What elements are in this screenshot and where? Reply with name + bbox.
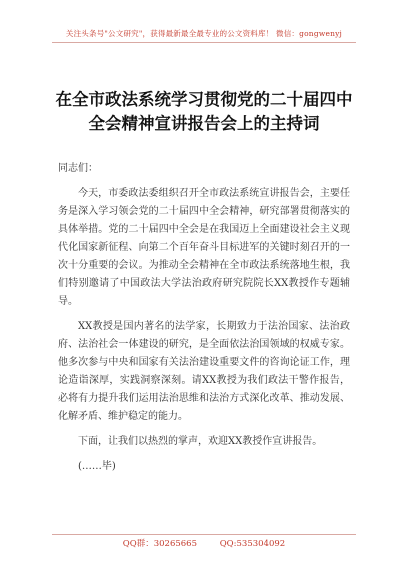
footer — [0, 537, 408, 549]
title-line-1: 在全市政法系统学习贯彻党的二十届四中 — [55, 90, 353, 109]
document-title — [40, 88, 368, 136]
ending-mark: (……毕) — [78, 461, 116, 472]
footer-divider — [52, 534, 356, 535]
qq-number: QQ:535304092 — [219, 539, 286, 549]
paragraph-3: 下面，让我们以热烈的掌声，欢迎XX教授作宣讲报告。 — [78, 436, 323, 447]
header-banner: 关注头条号"公文研究"，获得最新最全最专业的公文资料库！ 微信：gongwenyj — [65, 29, 343, 38]
qq-group-number: QQ群：30265665 — [122, 539, 197, 549]
document-body — [58, 160, 350, 476]
header-divider — [52, 42, 356, 43]
title-line-2: 全会精神宣讲报告会上的主持词 — [88, 114, 320, 133]
paragraph-2: XX教授是国内著名的法学家，长期致力于法治国家、法治政府、法治社会一体建设的研究，是全面依法治国领域的权威专家。他多次参与中央和国家有关法治建设重要文件的咨询论证工作，理论造诣深厚，实践洞察深刻。请XX教授为我们政法干警作报告，必将有力提升我们运用法治思维和法治方式深化改革、推动发展、化解矛盾、维护稳定的能力。 — [58, 321, 350, 422]
salutation: 同志们： — [58, 163, 98, 174]
paragraph-1: 今天，市委政法委组织召开全市政法系统宣讲报告会，主要任务是深入学习领会党的二十届四中全会精神，研究部署贯彻落实的具体举措。党的二十届四中全会是在我国迈上全面建设社会主义现代化国家新征程、向第二个百年奋斗目标进军的关键时刻召开的一次十分重要的会议。为推动全会精神在全市政法系统落地生根，我们特别邀请了中国政法大学法治政府研究院院长XX教授作专题辅导。 — [58, 188, 350, 307]
